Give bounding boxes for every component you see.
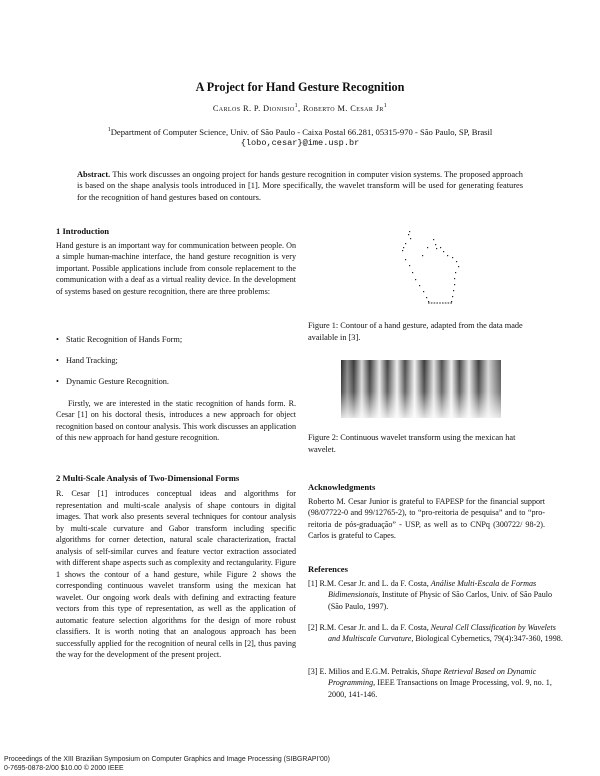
list-item: • Hand Tracking; [66,356,118,365]
reference-authors: E. Milios and E.G.M. Petrakis, [319,667,422,676]
affiliation [0,125,600,150]
reference-item [308,578,565,612]
section-1-paragraph-2: Firstly, we are interested in the static recognition of hands form. R. Cesar [1] on his doctoral thesis, introduces a new approach for object recognition based on contour analysis. This work discusses an application of this new approach for hand gesture recognition. [56,399,296,443]
footer-line-1: Proceedings of the XIII Brazilian Symposium on Computer Graphics and Image Processing (SIBGRAPI’00) [4,756,330,763]
section-1-heading: 1 Introduction [56,226,110,236]
paper-title: A Project for Hand Gesture Recognition [195,80,405,94]
author-separator: , [298,103,304,113]
author-line [0,103,600,113]
abstract-text: This work discusses an ongoing project for hands gesture recognition in computer vision systems. The proposed approach is based on the shape analysis tools introduced in [1]. More specifically, the wavelet transform will be used for generating features for the recognition of hand gestures based on contours. [77,170,523,202]
acknowledgments-text: Roberto M. Cesar Junior is grateful to FAPESP for the financial support (98/07722-0 and 99/12765-2), to “pro-reitoria de pesquisa” and to “pro-reitoria de pós-graduação” - USP, as well as to CNPq (300722/ 98-2). Carlos is grateful to Capes. [308,497,545,541]
author-2-sup: 1 [383,103,388,109]
reference-source: , Biological Cybernetics, 79(4):347-360, 1998. [411,634,563,644]
figure-1-caption: Figure 1: Contour of a hand gesture, adapted from the data made available in [3]. [308,321,523,342]
section-1-paragraph-1: Hand gesture is an important way for communication between people. On a simple human-machine interface, the hand gesture recognition is very important. Possible applications include from console replacement to the communication with a deaf as a virtual reality device. In the development of systems based on gesture recognition, there are three problems: [56,241,296,296]
reference-source: , IEEE Transactions on Image Processing, vol. 9, no. 1, 2000, 141-146. [328,678,552,699]
reference-number: [3] [308,667,318,676]
proceedings-footer [4,755,330,773]
reference-source: , Institute of Physic of São Carlos, Univ. of São Paulo (São Paulo, 1997). [328,590,553,611]
hand-contour-dots [402,231,459,302]
author-2: Roberto M. Cesar Jr [303,103,384,113]
section-2-heading: 2 Multi-Scale Analysis of Two-Dimensional Forms [56,473,240,483]
wavelet-transform-figure [341,360,501,418]
author-1: Carlos R. P. Dionisio [212,103,295,113]
reference-authors: R.M. Cesar Jr. and L. da F. Costa, [319,579,431,588]
abstract-label: Abstract. [77,170,111,179]
reference-authors: R.M. Cesar Jr. and L. da F. Costa, [319,623,431,632]
reference-title: Neural Cell Classification by Wavelets and Multiscale Curvature [328,623,556,644]
reference-item [308,666,565,700]
footer-line-2: 0-7695-0878-2/00 $10.00 © 2000 IEEE [4,765,124,772]
reference-title: Shape Retrieval Based on Dynamic Programming [328,667,537,688]
email-address: {lobo,cesar}@ime.usp.br [240,138,360,149]
abstract [77,169,523,203]
author-1-sup: 1 [294,103,299,109]
acknowledgments-heading: Acknowledgments [308,482,376,492]
list-item: • Static Recognition of Hands Form; [66,335,182,344]
reference-item [308,622,565,645]
figure-2-caption: Figure 2: Continuous wavelet transform using the mexican hat wavelet. [308,433,516,454]
affiliation-line: Department of Computer Science, Univ. of São Paulo - Caixa Postal 66.281, 05315-970 - São Paulo, SP, Brasil [110,126,493,137]
section-2-paragraph: R. Cesar [1] introduces conceptual ideas and algorithms for representation and multi-scale analysis of shape contours in digital images. That work also presents several techniques for contour analysis by multi-scale curvature and Gabor transform including specific algorithms for corner detection, natural scale characterization, fractal analysis of self-similar curves and feature vector extraction associated with different shape aspects such as complexity and rectangularity. Figure 1 shows the contour of a hand gesture, while Figure 2 shows the corresponding continuous wavelet transform using the mexican hat wavelet. Our ongoing work deals with defining and extracting feature vectors from this type of representation, as well as the application of automatic feature selection algorithms for the design of more robust classifiers. It is worth noting that an analogous approach has been successfully applied for the recognition of neural cells in [2], thus paving the way for the development of the present project. [56,489,296,659]
hand-contour-figure [400,225,470,309]
reference-number: [2] [308,623,318,632]
affiliation-sup: 1 [107,127,111,133]
reference-title: Análise Multi-Escala de Formas Bidimensionais [328,579,537,600]
references-heading: References [308,564,348,574]
reference-number: [1] [308,579,318,588]
list-item: • Dynamic Gesture Recognition. [66,377,169,386]
